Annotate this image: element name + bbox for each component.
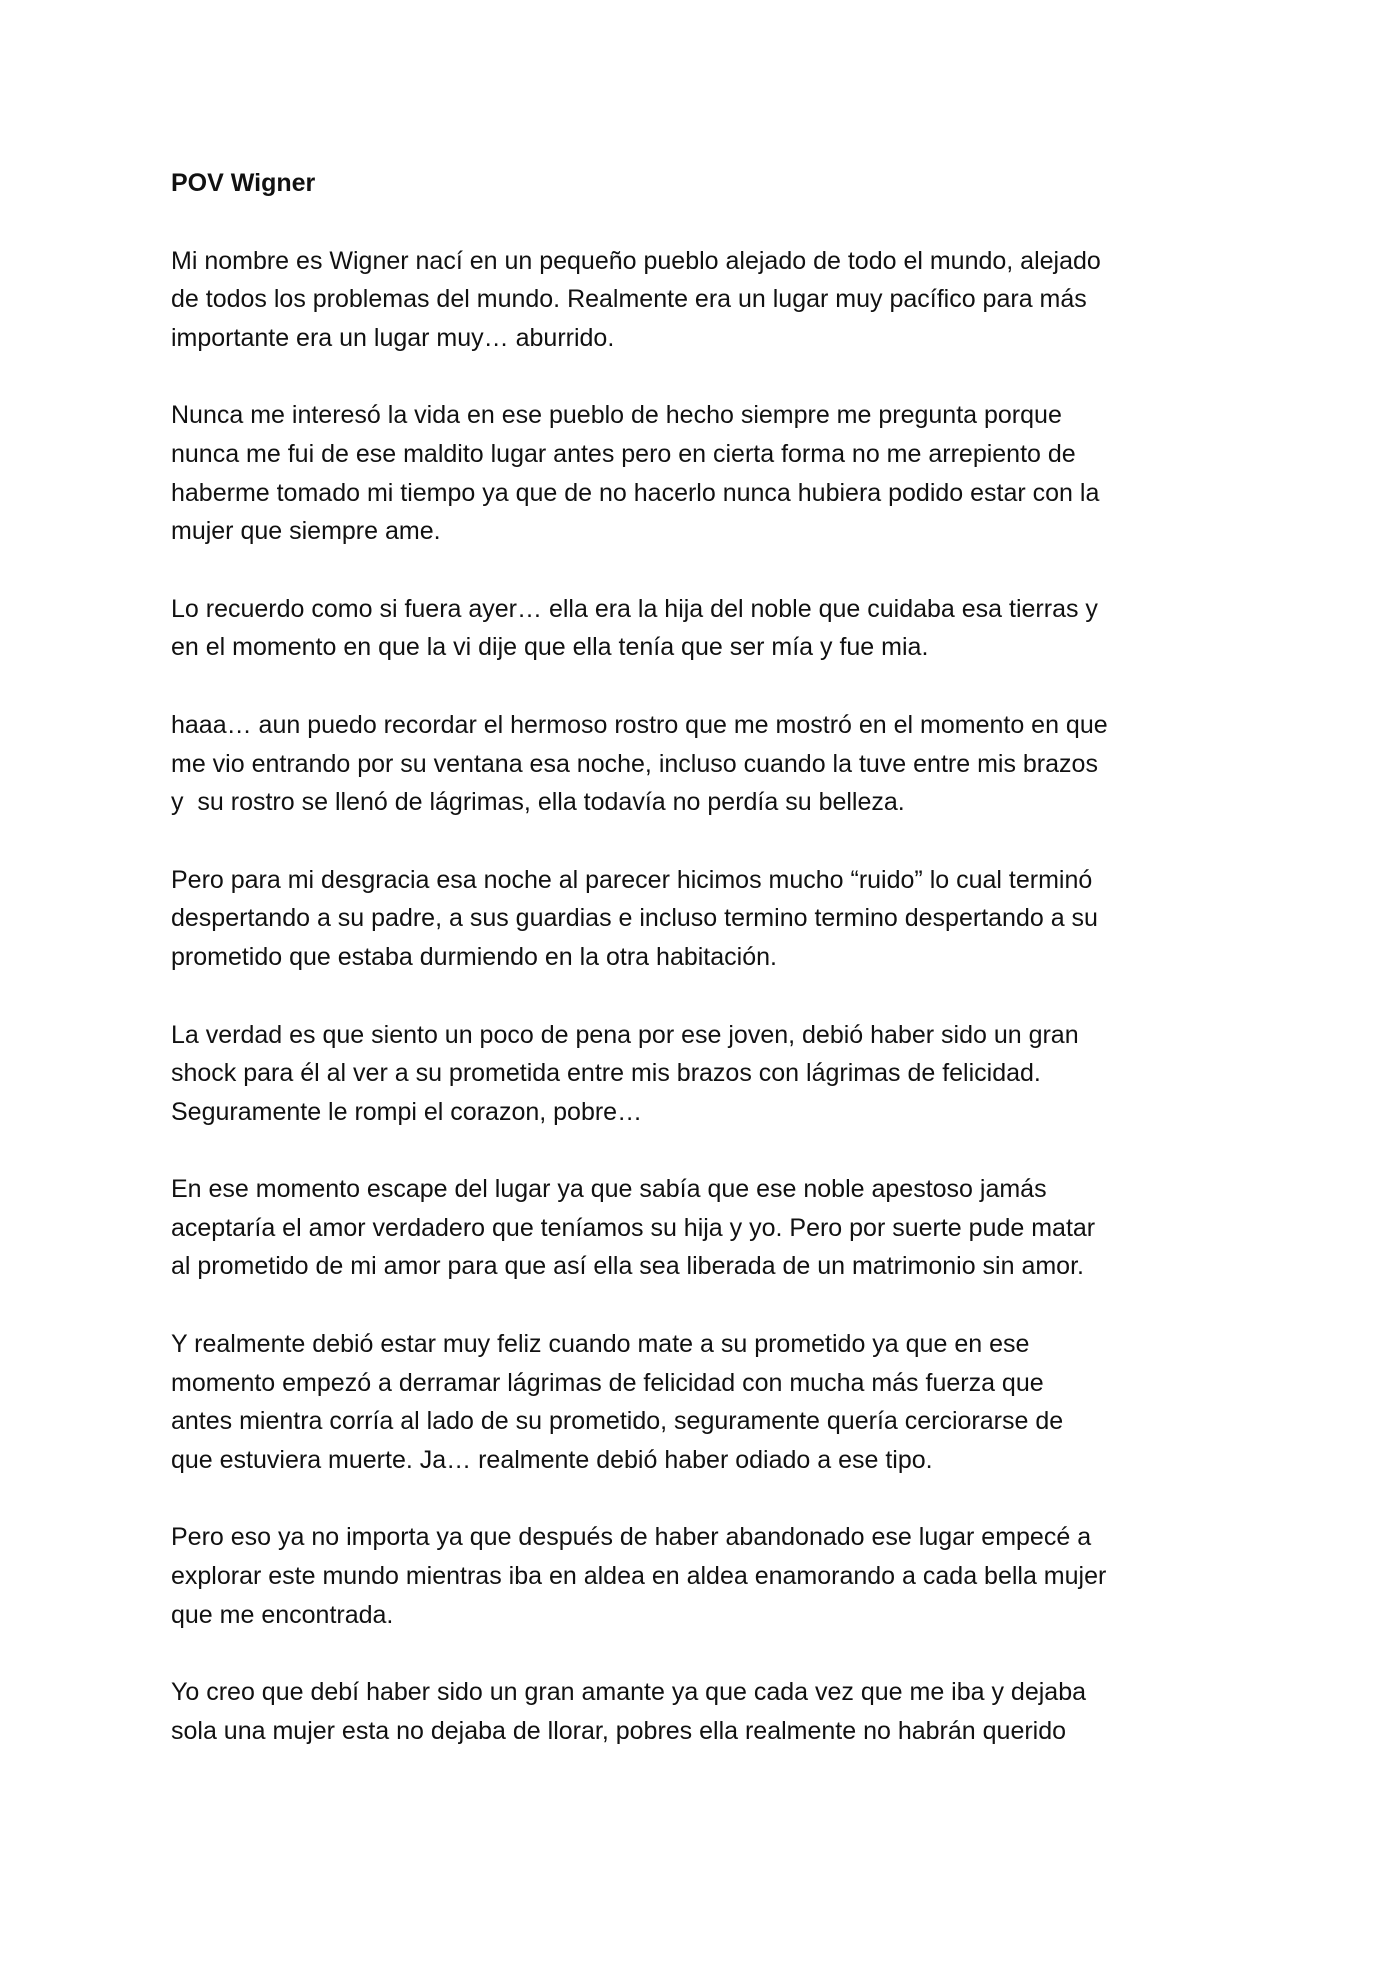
text-line: al prometido de mi amor para que así ella sea liberada de un matrimonio sin amor. (171, 1252, 1084, 1281)
text-line: nunca me fui de ese maldito lugar antes pero en cierta forma no me arrepiento de (171, 439, 1076, 468)
text-line: me vio entrando por su ventana esa noche, incluso cuando la tuve entre mis brazos (171, 749, 1098, 778)
text-line: y su rostro se llenó de lágrimas, ella todavía no perdía su belleza. (171, 788, 905, 817)
paragraph (171, 1170, 1251, 1286)
text-line: Yo creo que debí haber sido un gran amante ya que cada vez que me iba y dejaba (171, 1678, 1087, 1707)
paragraph (171, 590, 1251, 667)
text-line: despertando a su padre, a sus guardias e incluso termino termino despertando a su (171, 904, 1098, 933)
text-line: antes mientra corría al lado de su prometido, seguramente quería cerciorarse de (171, 1407, 1064, 1436)
text-line: importante era un lugar muy… aburrido. (171, 323, 615, 352)
text-line: que estuviera muerte. Ja… realmente debió haber odiado a ese tipo. (171, 1445, 933, 1474)
text-line: que me encontrada. (171, 1600, 394, 1629)
text-line: haberme tomado mi tiempo ya que de no hacerlo nunca hubiera podido estar con la (171, 478, 1100, 507)
text-line: Pero para mi desgracia esa noche al parecer hicimos mucho “ruido” lo cual terminó (171, 865, 1093, 894)
text-line: La verdad es que siento un poco de pena por ese joven, debió haber sido un gran (171, 1020, 1079, 1049)
text-line: momento empezó a derramar lágrimas de felicidad con mucha más fuerza que (171, 1368, 1044, 1397)
text-line: sola una mujer esta no dejaba de llorar, pobres ella realmente no habrán querido (171, 1716, 1067, 1745)
text-line: Nunca me interesó la vida en ese pueblo de hecho siempre me pregunta porque (171, 401, 1062, 430)
paragraph (171, 1518, 1251, 1634)
paragraph (171, 242, 1251, 358)
text-line: explorar este mundo mientras iba en aldea en aldea enamorando a cada bella mujer (171, 1562, 1107, 1591)
text-line: haaa… aun puedo recordar el hermoso rostro que me mostró en el momento en que (171, 710, 1108, 739)
document-title: POV Wigner (171, 169, 316, 197)
text-line: prometido que estaba durmiendo en la otra habitación. (171, 942, 777, 971)
text-line: Seguramente le rompi el corazon, pobre… (171, 1097, 643, 1126)
text-line: Y realmente debió estar muy feliz cuando mate a su prometido ya que en ese (171, 1330, 1030, 1359)
text-line: Lo recuerdo como si fuera ayer… ella era la hija del noble que cuidaba esa tierras y (171, 594, 1098, 623)
document-page (171, 164, 1251, 1789)
text-line: aceptaría el amor verdadero que teníamos su hija y yo. Pero por suerte pude matar (171, 1213, 1096, 1242)
text-line: Mi nombre es Wigner nací en un pequeño pueblo alejado de todo el mundo, alejado (171, 246, 1101, 275)
text-line: shock para él al ver a su prometida entre mis brazos con lágrimas de felicidad. (171, 1059, 1041, 1088)
text-line: de todos los problemas del mundo. Realmente era un lugar muy pacífico para más (171, 285, 1087, 314)
text-line: en el momento en que la vi dije que ella tenía que ser mía y fue mia. (171, 633, 929, 662)
paragraph (171, 1325, 1251, 1479)
text-line: Pero eso ya no importa ya que después de haber abandonado ese lugar empecé a (171, 1523, 1092, 1552)
document-body (171, 242, 1251, 1751)
text-line: En ese momento escape del lugar ya que sabía que ese noble apestoso jamás (171, 1175, 1047, 1204)
paragraph (171, 706, 1251, 822)
paragraph (171, 1673, 1251, 1750)
text-line: mujer que siempre ame. (171, 517, 441, 546)
paragraph (171, 861, 1251, 977)
paragraph (171, 1016, 1251, 1132)
paragraph (171, 396, 1251, 550)
